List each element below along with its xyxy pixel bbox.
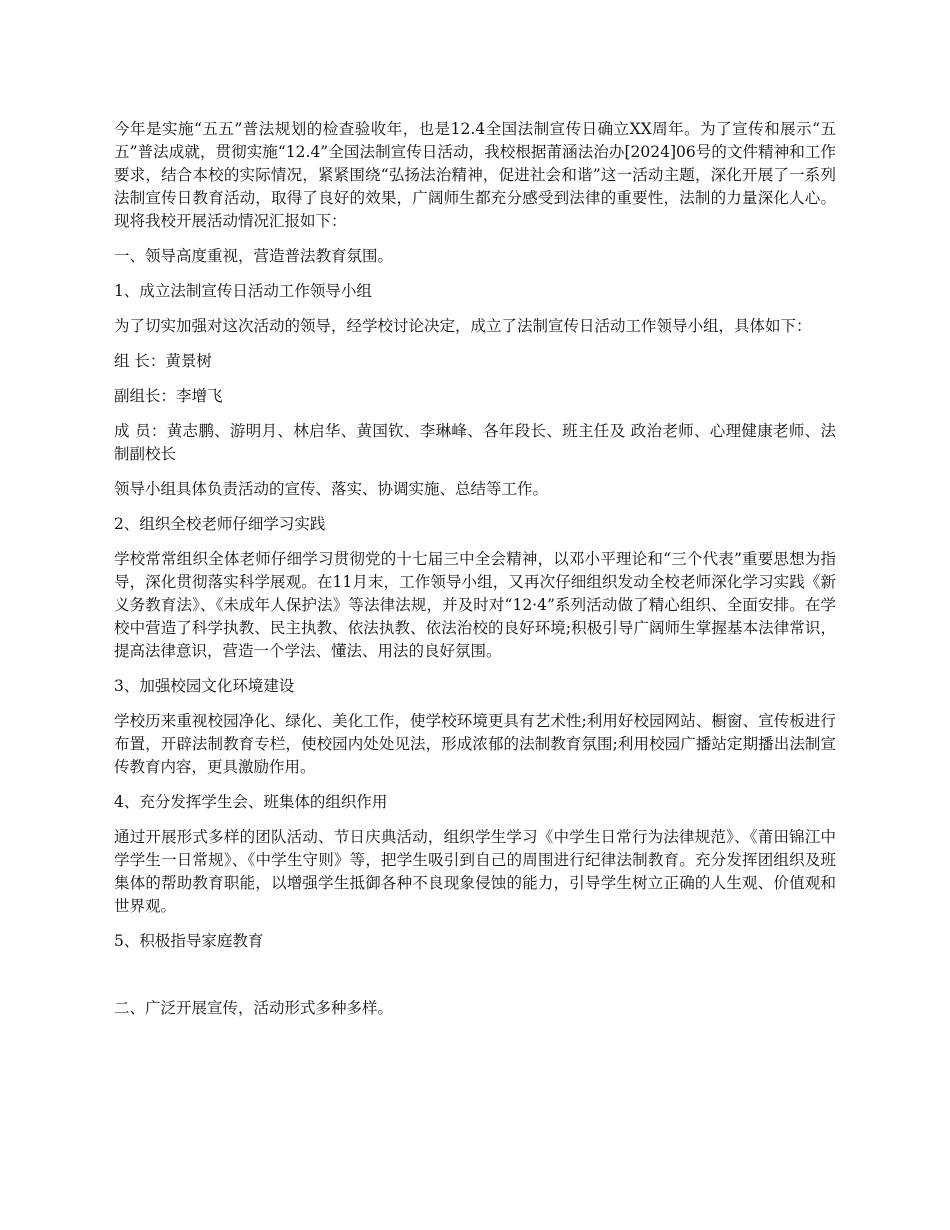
intro-paragraph: 今年是实施“五五”普法规划的检查验收年，也是12.4全国法制宣传日确立XX周年。为了宣传和展示“五五”普法成就，贯彻实施“12.4”全国法制宣传日活动，我校根据莆涵法治办[2024]06号的文件精神和工作要求，结合本校的实际情况，紧紧围绕“弘扬法治精神，促进社会和谐”这一活动主题，深化开展了一系列法制宣传日教育活动，取得了良好的效果，广阔师生都充分感受到法律的重要性，法制的力量深化人心。现将我校开展活动情况汇报如下： <box>114 120 836 230</box>
subheading-1: 1、成立法制宣传日活动工作领导小组 <box>114 282 372 300</box>
subheading-2: 2、组织全校老师仔细学习实践 <box>114 515 326 533</box>
section-heading-2: 二、广泛开展宣传，活动形式多种多样。 <box>114 999 394 1017</box>
members-line: 成 员：黄志鹏、游明月、林启华、黄国钦、李琳峰、各年段长、班主任及 政治老师、心理健康老师、法制副校长 <box>114 422 836 463</box>
deputy-leader-line: 副组长：李增飞 <box>114 387 223 405</box>
document-body <box>114 118 836 1032</box>
subheading-5: 5、积极指导家庭教育 <box>114 932 264 950</box>
spacer <box>114 965 836 997</box>
body-paragraph: 为了切实加强对这次活动的领导，经学校讨论决定，成立了法制宣传日活动工作领导小组，具体如下： <box>114 317 812 335</box>
body-paragraph: 学校常常组织全体老师仔细学习贯彻党的十七届三中全会精神，以邓小平理论和“三个代表”重要思想为指导，深化贯彻落实科学展观。在11月末，工作领导小组，又再次仔细组织发动全校老师深化学习实践《新义务教育法》、《未成年人保护法》等法律法规，并及时对“12·4”系列活动做了精心组织、全面安排。在学校中营造了科学执教、民主执教、依法执教、依法治校的良好环境;积极引导广阔师生掌握基本法律常识，提高法律意识，营造一个学法、懂法、用法的良好氛围。 <box>114 550 836 660</box>
body-paragraph: 通过开展形式多样的团队活动、节日庆典活动，组织学生学习《中学生日常行为法律规范》、《莆田锦江中学学生一日常规》、《中学生守则》等，把学生吸引到自己的周围进行纪律法制教育。充分发挥团组织及班集体的帮助教育职能，以增强学生抵御各种不良现象侵蚀的能力，引导学生树立正确的人生观、价值观和世界观。 <box>114 828 836 915</box>
body-paragraph: 学校历来重视校园净化、绿化、美化工作，使学校环境更具有艺术性;利用好校园网站、橱窗、宣传板进行布置，开辟法制教育专栏，使校园内处处见法，形成浓郁的法制教育氛围;利用校园广播站定期播出法制宣传教育内容，更具激励作用。 <box>114 712 836 776</box>
subheading-4: 4、充分发挥学生会、班集体的组织作用 <box>114 793 388 811</box>
section-heading-1: 一、领导高度重视，营造普法教育氛围。 <box>114 247 394 265</box>
subheading-3: 3、加强校园文化环境建设 <box>114 677 295 695</box>
body-paragraph: 领导小组具体负责活动的宣传、落实、协调实施、总结等工作。 <box>114 480 549 498</box>
leader-line: 组 长：黄景树 <box>114 352 212 370</box>
